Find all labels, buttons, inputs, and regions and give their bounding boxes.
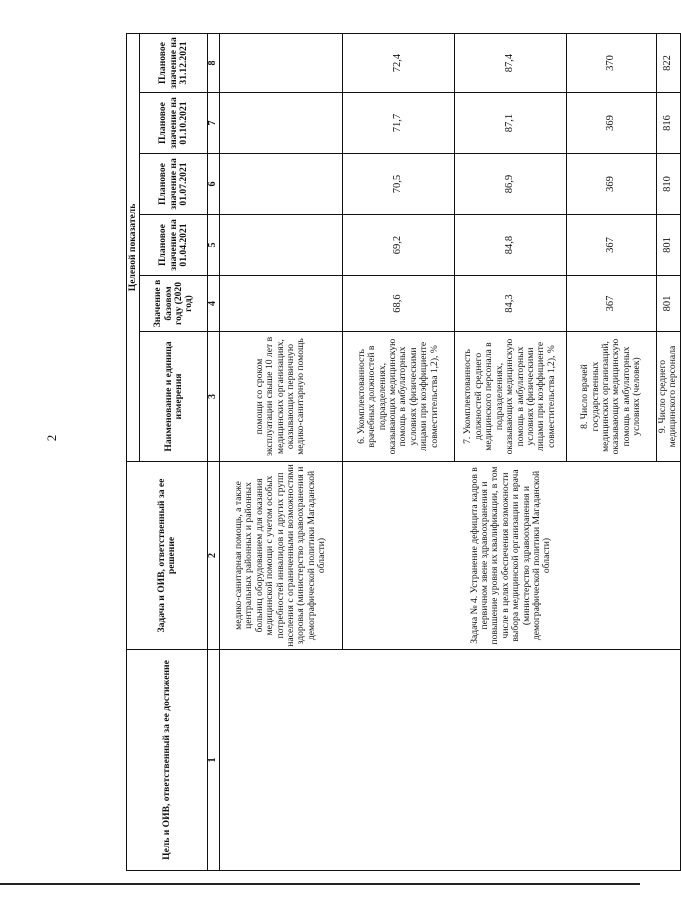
header-q1: Плановое значение на 01.04.2021 — [140, 215, 208, 276]
header-q3: Плановое значение на 01.10.2021 — [140, 93, 208, 154]
q1-value: 367 — [566, 215, 656, 276]
base-value: 84,3 — [454, 276, 566, 332]
header-target-group: Целевой показатель — [127, 33, 140, 461]
header-base-year: Значение в базовом году (2020 год) — [140, 276, 208, 332]
indicator-cell: 7. Укомплектованность должностей среднего медицинского персонала в подразделениях, оказывающих медицинскую помощь в амбулаторных условиях (физическими лицами при коэффициенте совместительства 1,2), % — [454, 332, 566, 462]
column-number: 8 — [208, 33, 219, 92]
table-row — [219, 33, 342, 870]
rotated-table-container — [126, 34, 679, 871]
q1-value: 69,2 — [342, 215, 454, 276]
q4-value: 370 — [566, 33, 656, 92]
q4-value: 822 — [656, 33, 680, 92]
page-number: 2 — [44, 434, 59, 442]
page-bottom-rule — [0, 883, 640, 885]
column-number: 2 — [208, 462, 219, 650]
task-cell: Задача № 4. Устранение дефицита кадров в первичном звене здравоохранения и повышение уровня их квалификации, в том числе в целях обеспечения возможности выбора медицинской организации и врача (министерство здравоохранения и демографической политики Магаданской области) — [342, 462, 680, 650]
q4-value: 72,4 — [342, 33, 454, 92]
q1-value — [219, 215, 342, 276]
header-q2: Плановое значение на 01.07.2021 — [140, 154, 208, 215]
q4-value: 87,4 — [454, 33, 566, 92]
header-indicator: Наименование и единица измерения — [140, 332, 208, 462]
column-number: 3 — [208, 332, 219, 462]
q1-value: 801 — [656, 215, 680, 276]
column-number: 5 — [208, 215, 219, 276]
header-goal: Цель и ОИВ, ответственный за ее достижение — [127, 650, 208, 871]
q2-value: 369 — [566, 154, 656, 215]
indicator-cell: 6. Укомплектованность врачебных должностей в подразделениях, оказывающих медицинскую помощь в амбулаторных условиях (физическими лицами при коэффициенте совместительства 1,2), % — [342, 332, 454, 462]
base-value: 367 — [566, 276, 656, 332]
q2-value: 70,5 — [342, 154, 454, 215]
indicator-cell: помощи со сроком эксплуатации свыше 10 лет в медицинских организациях, оказывающих первичную медико-санитарную помощь — [219, 332, 342, 462]
q2-value: 86,9 — [454, 154, 566, 215]
column-number: 6 — [208, 154, 219, 215]
q3-value: 816 — [656, 93, 680, 154]
indicator-cell: 9. Число среднего медицинского персонала — [656, 332, 680, 462]
indicator-cell: 8. Число врачей государственных медицинских организаций, оказывающих медицинскую помощь в амбулаторных условиях (человек) — [566, 332, 656, 462]
base-value — [219, 276, 342, 332]
q1-value: 84,8 — [454, 215, 566, 276]
column-number: 1 — [208, 650, 219, 871]
q3-value: 71,7 — [342, 93, 454, 154]
targets-table — [126, 33, 681, 871]
task-cell: медико-санитарная помощь, а также центральных районных и районных больниц оборудованием для оказания медицинской помощи с учетом особых потребностей инвалидов и других групп населения с ограниченными возможностями здоровья (министерство здравоохранения и демографической политики Магаданской области) — [219, 462, 342, 650]
header-row-1 — [127, 33, 140, 870]
q4-value — [219, 33, 342, 92]
q2-value — [219, 154, 342, 215]
column-number: 4 — [208, 276, 219, 332]
header-q4: Плановое значение на 31.12.2021 — [140, 33, 208, 92]
q3-value — [219, 93, 342, 154]
base-value: 801 — [656, 276, 680, 332]
q3-value: 87,1 — [454, 93, 566, 154]
column-number: 7 — [208, 93, 219, 154]
q3-value: 369 — [566, 93, 656, 154]
goal-cell-empty — [219, 650, 680, 871]
q2-value: 810 — [656, 154, 680, 215]
header-task: Задача и ОИВ, ответственный за ее решение — [127, 462, 208, 650]
column-number-row — [208, 33, 219, 870]
base-value: 68,6 — [342, 276, 454, 332]
